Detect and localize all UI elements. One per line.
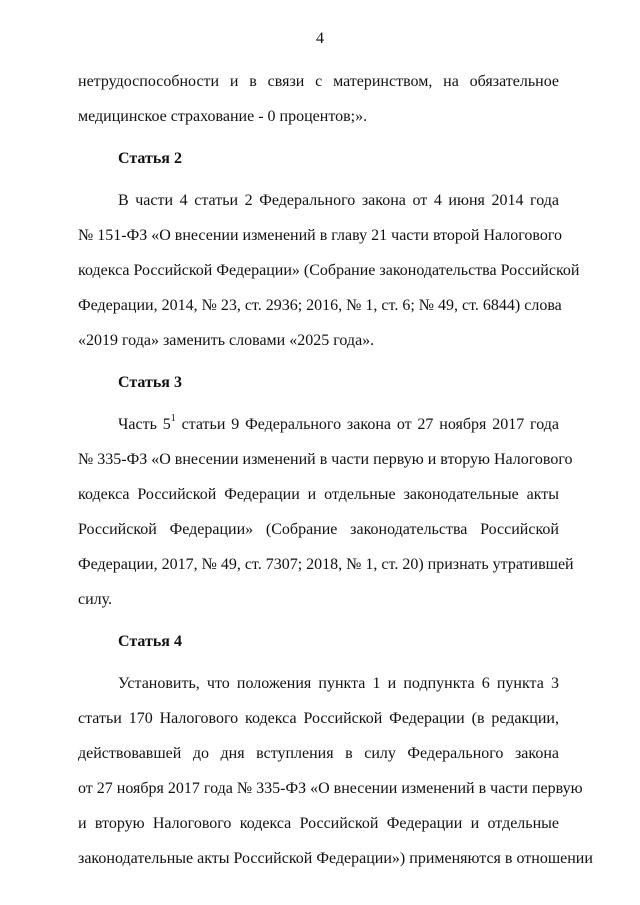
superscript: 1 bbox=[170, 412, 176, 424]
text-line: кодекса Российской Федерации» (Собрание законодательства Российской bbox=[78, 262, 580, 279]
article-3-title: Статья 3 bbox=[118, 374, 182, 391]
text-line: нетрудоспособности и в связи с материнством, на обязательное bbox=[78, 73, 559, 90]
text-fragment: статьи 9 Федерального закона от 27 ноября 2017 года bbox=[175, 416, 559, 433]
text-line: и вторую Налогового кодекса Российской Федерации и отдельные bbox=[78, 815, 559, 832]
text-line: В части 4 статьи 2 Федерального закона от 4 июня 2014 года bbox=[118, 192, 559, 209]
text-line: силу. bbox=[78, 591, 113, 608]
continuation-paragraph bbox=[78, 64, 559, 134]
document-body bbox=[78, 64, 593, 876]
text-line: Федерации, 2014, № 23, ст. 2936; 2016, № 1, ст. 6; № 49, ст. 6844) слова bbox=[78, 297, 562, 314]
text-line bbox=[78, 407, 559, 442]
text-line: от 27 ноября 2017 года № 335-ФЗ «О внесении изменений в части первую bbox=[78, 780, 583, 797]
article-2-paragraph bbox=[78, 183, 580, 358]
text-line: Российской Федерации» (Собрание законодательства Российской bbox=[78, 521, 559, 538]
article-2-title: Статья 2 bbox=[118, 150, 182, 167]
article-4-title: Статья 4 bbox=[118, 633, 182, 650]
article-4-paragraph bbox=[78, 666, 593, 876]
text-line: Установить, что положения пункта 1 и подпункта 6 пункта 3 bbox=[118, 675, 559, 692]
text-line: кодекса Российской Федерации и отдельные законодательные акты bbox=[78, 486, 559, 503]
article-3-paragraph bbox=[78, 407, 574, 617]
text-line: законодательные акты Российской Федерации») применяются в отношении bbox=[78, 850, 593, 867]
text-line: № 335-ФЗ «О внесении изменений в части первую и вторую Налогового bbox=[78, 451, 573, 468]
text-fragment: Часть 5 bbox=[118, 416, 171, 433]
page-number: 4 bbox=[316, 30, 324, 47]
text-line: «2019 года» заменить словами «2025 года». bbox=[78, 332, 375, 349]
text-line: Федерации, 2017, № 49, ст. 7307; 2018, № 1, ст. 20) признать утратившей bbox=[78, 556, 574, 573]
text-line: медицинское страхование - 0 процентов;». bbox=[78, 108, 368, 125]
text-line: статьи 170 Налогового кодекса Российской Федерации (в редакции, bbox=[78, 710, 559, 727]
text-line: № 151-ФЗ «О внесении изменений в главу 21 части второй Налогового bbox=[78, 227, 562, 244]
text-line: действовавшей до дня вступления в силу Федерального закона bbox=[78, 745, 559, 762]
